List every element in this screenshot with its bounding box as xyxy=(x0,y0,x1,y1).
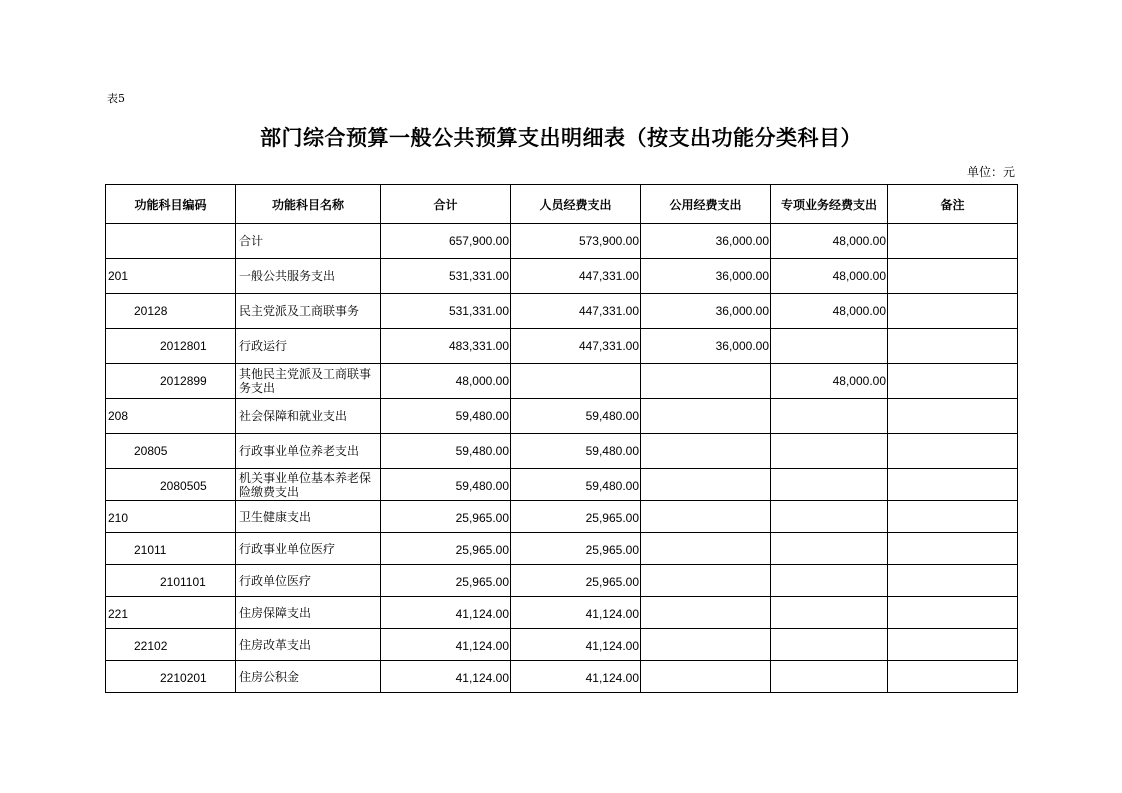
cell-code: 2012801 xyxy=(106,329,236,364)
cell-name: 住房保障支出 xyxy=(236,597,381,629)
table-row xyxy=(106,661,1018,693)
column-header-remark: 备注 xyxy=(888,185,1018,224)
cell-personnel: 41,124.00 xyxy=(511,629,641,661)
cell-public xyxy=(641,597,771,629)
cell-remark xyxy=(888,565,1018,597)
cell-remark xyxy=(888,364,1018,399)
cell-personnel: 25,965.00 xyxy=(511,501,641,533)
table-row xyxy=(106,629,1018,661)
cell-name: 住房改革支出 xyxy=(236,629,381,661)
cell-personnel: 447,331.00 xyxy=(511,329,641,364)
cell-public xyxy=(641,565,771,597)
cell-code: 22102 xyxy=(106,629,236,661)
cell-total: 48,000.00 xyxy=(381,364,511,399)
cell-remark xyxy=(888,661,1018,693)
cell-public xyxy=(641,661,771,693)
cell-special xyxy=(771,565,888,597)
cell-total: 25,965.00 xyxy=(381,501,511,533)
cell-name: 机关事业单位基本养老保险缴费支出 xyxy=(236,469,381,501)
cell-total: 59,480.00 xyxy=(381,434,511,469)
cell-total: 41,124.00 xyxy=(381,597,511,629)
cell-name: 其他民主党派及工商联事务支出 xyxy=(236,364,381,399)
column-header-special: 专项业务经费支出 xyxy=(771,185,888,224)
table-row xyxy=(106,364,1018,399)
cell-total: 531,331.00 xyxy=(381,259,511,294)
table-row xyxy=(106,469,1018,501)
table-row xyxy=(106,259,1018,294)
cell-special xyxy=(771,597,888,629)
table-row xyxy=(106,399,1018,434)
cell-special xyxy=(771,329,888,364)
cell-personnel: 41,124.00 xyxy=(511,597,641,629)
cell-public xyxy=(641,629,771,661)
cell-special xyxy=(771,434,888,469)
cell-code: 2080505 xyxy=(106,469,236,501)
cell-total: 41,124.00 xyxy=(381,629,511,661)
cell-personnel: 573,900.00 xyxy=(511,224,641,259)
cell-total: 41,124.00 xyxy=(381,661,511,693)
cell-remark xyxy=(888,597,1018,629)
cell-remark xyxy=(888,224,1018,259)
cell-name: 行政事业单位医疗 xyxy=(236,533,381,565)
table-row xyxy=(106,533,1018,565)
cell-special xyxy=(771,629,888,661)
cell-name: 卫生健康支出 xyxy=(236,501,381,533)
column-header-name: 功能科目名称 xyxy=(236,185,381,224)
cell-public: 36,000.00 xyxy=(641,224,771,259)
cell-name: 民主党派及工商联事务 xyxy=(236,294,381,329)
cell-name: 行政事业单位养老支出 xyxy=(236,434,381,469)
table-body xyxy=(106,224,1018,693)
cell-personnel: 41,124.00 xyxy=(511,661,641,693)
cell-remark xyxy=(888,329,1018,364)
column-header-public: 公用经费支出 xyxy=(641,185,771,224)
column-header-total: 合计 xyxy=(381,185,511,224)
cell-public: 36,000.00 xyxy=(641,259,771,294)
page-title: 部门综合预算一般公共预算支出明细表（按支出功能分类科目） xyxy=(260,126,862,150)
cell-public xyxy=(641,399,771,434)
cell-code: 20805 xyxy=(106,434,236,469)
cell-total: 25,965.00 xyxy=(381,565,511,597)
table-row xyxy=(106,294,1018,329)
table-row xyxy=(106,597,1018,629)
cell-total: 59,480.00 xyxy=(381,469,511,501)
cell-total: 25,965.00 xyxy=(381,533,511,565)
cell-special xyxy=(771,469,888,501)
table-number-label: 表5 xyxy=(107,92,125,105)
cell-remark xyxy=(888,501,1018,533)
cell-remark xyxy=(888,469,1018,501)
cell-total: 531,331.00 xyxy=(381,294,511,329)
table-header-row xyxy=(106,185,1018,224)
cell-special xyxy=(771,661,888,693)
cell-special: 48,000.00 xyxy=(771,364,888,399)
column-header-code: 功能科目编码 xyxy=(106,185,236,224)
cell-total: 483,331.00 xyxy=(381,329,511,364)
table-row xyxy=(106,329,1018,364)
table-row xyxy=(106,434,1018,469)
cell-public: 36,000.00 xyxy=(641,329,771,364)
cell-code: 208 xyxy=(106,399,236,434)
cell-name: 行政单位医疗 xyxy=(236,565,381,597)
cell-public: 36,000.00 xyxy=(641,294,771,329)
cell-special xyxy=(771,399,888,434)
unit-label: 单位：元 xyxy=(966,165,1015,179)
cell-name: 合计 xyxy=(236,224,381,259)
cell-name: 一般公共服务支出 xyxy=(236,259,381,294)
cell-name: 社会保障和就业支出 xyxy=(236,399,381,434)
cell-total: 657,900.00 xyxy=(381,224,511,259)
cell-remark xyxy=(888,259,1018,294)
cell-name: 行政运行 xyxy=(236,329,381,364)
column-header-personnel: 人员经费支出 xyxy=(511,185,641,224)
cell-code: 210 xyxy=(106,501,236,533)
cell-special xyxy=(771,501,888,533)
cell-personnel: 59,480.00 xyxy=(511,399,641,434)
cell-personnel: 25,965.00 xyxy=(511,565,641,597)
cell-personnel: 59,480.00 xyxy=(511,434,641,469)
table-row xyxy=(106,565,1018,597)
cell-code: 2210201 xyxy=(106,661,236,693)
cell-special xyxy=(771,533,888,565)
cell-remark xyxy=(888,294,1018,329)
cell-name: 住房公积金 xyxy=(236,661,381,693)
cell-remark xyxy=(888,399,1018,434)
cell-remark xyxy=(888,533,1018,565)
cell-public xyxy=(641,533,771,565)
cell-special: 48,000.00 xyxy=(771,294,888,329)
cell-personnel xyxy=(511,364,641,399)
cell-total: 59,480.00 xyxy=(381,399,511,434)
cell-personnel: 25,965.00 xyxy=(511,533,641,565)
cell-code: 2101101 xyxy=(106,565,236,597)
cell-code: 201 xyxy=(106,259,236,294)
cell-special: 48,000.00 xyxy=(771,259,888,294)
cell-code xyxy=(106,224,236,259)
cell-code: 2012899 xyxy=(106,364,236,399)
cell-code: 21011 xyxy=(106,533,236,565)
cell-personnel: 59,480.00 xyxy=(511,469,641,501)
cell-special: 48,000.00 xyxy=(771,224,888,259)
table-row xyxy=(106,224,1018,259)
budget-detail-table xyxy=(105,184,1018,693)
cell-code: 221 xyxy=(106,597,236,629)
cell-public xyxy=(641,501,771,533)
cell-remark xyxy=(888,434,1018,469)
cell-public xyxy=(641,469,771,501)
cell-personnel: 447,331.00 xyxy=(511,259,641,294)
cell-personnel: 447,331.00 xyxy=(511,294,641,329)
cell-code: 20128 xyxy=(106,294,236,329)
cell-remark xyxy=(888,629,1018,661)
cell-public xyxy=(641,434,771,469)
cell-public xyxy=(641,364,771,399)
table-row xyxy=(106,501,1018,533)
